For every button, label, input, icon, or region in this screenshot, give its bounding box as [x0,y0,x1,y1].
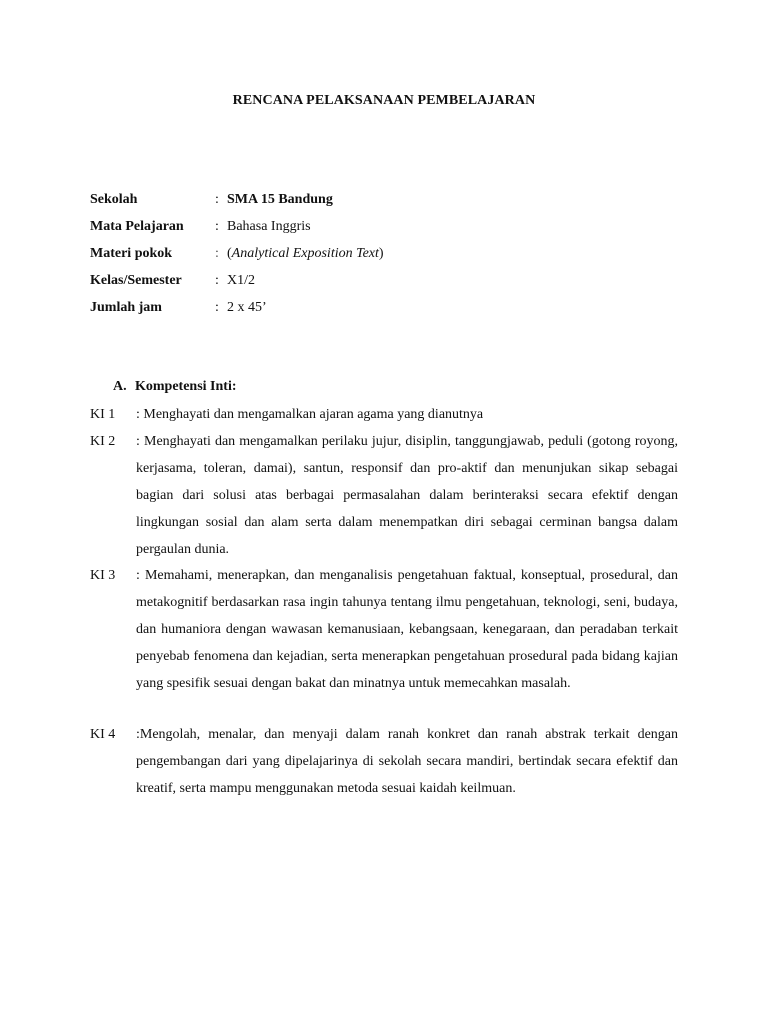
identity-label: Kelas/Semester [90,273,182,288]
ki-code: KI 1 [90,407,116,422]
identity-colon: : [215,192,219,207]
identity-row-kelas-semester [90,272,690,299]
identity-row-sekolah [90,191,690,218]
value-prefix: ( [227,246,232,261]
identity-colon: : [215,300,219,315]
identity-colon: : [215,219,219,234]
ki-item [90,401,678,428]
identity-row-jumlah-jam [90,299,690,326]
ki-text: : Memahami, menerapkan, dan menganalisis pengetahuan faktual, konseptual, prosedural, dan metakognitif berdasarkan rasa ingin tahunya tentang ilmu pengetahuan, teknologi, seni, budaya, dan humaniora dengan wawasan kemanusiaan, kebangsaan, kenegaraan, dan peradaban terkait penyebab fenomena dan kejadian, serta menerapkan pengetahuan prosedural pada bidang kajian yang spesifik sesuai dengan bakat dan minatnya untuk memecahkan masalah. [136,568,678,691]
ki-text: : Menghayati dan mengamalkan perilaku jujur, disiplin, tanggungjawab, peduli (gotong royong, kerjasama, toleran, damai), santun, responsif dan pro-aktif dan menunjukan sikap sebagai bagian dari solusi atas berbagai permasalahan dalam berinteraksi secara efektif dengan lingkungan sosial dan alam serta dalam menempatkan diri sebagai cerminan bangsa dalam pergaulan dunia. [136,434,678,557]
identity-value: SMA 15 Bandung [227,192,333,207]
ki-text: : Menghayati dan mengamalkan ajaran agama yang dianutnya [136,407,484,422]
section-title: Kompetensi Inti: [135,379,237,394]
section-heading [113,378,237,396]
ki-item [90,562,678,697]
identity-value: 2 x 45’ [227,300,267,315]
value-italic: Analytical Exposition Text [231,246,379,261]
document-title: RENCANA PELAKSANAAN PEMBELAJARAN [232,93,536,108]
ki-item [90,721,678,802]
value-suffix: ) [378,246,384,261]
ki-code: KI 2 [90,434,116,449]
identity-colon: : [215,273,219,288]
section-letter: A. [113,379,127,394]
identity-value: X1/2 [227,273,255,288]
identity-label: Mata Pelajaran [90,219,184,234]
identity-colon: : [215,246,219,261]
ki-code: KI 4 [90,727,116,742]
identity-label: Jumlah jam [90,300,162,315]
ki-code: KI 3 [90,568,116,583]
identity-row-mata-pelajaran [90,218,690,245]
identity-label: Materi pokok [90,246,173,261]
identity-label: Sekolah [90,192,138,207]
identity-value [227,245,384,263]
identity-table [90,191,690,326]
identity-value: Bahasa Inggris [227,219,311,234]
ki-text: :Mengolah, menalar, dan menyaji dalam ranah konkret dan ranah abstrak terkait dengan pengembangan dari yang dipelajarinya di sekolah secara mandiri, bertindak secara efektif dan kreatif, serta mampu menggunakan metoda sesuai kaidah keilmuan. [136,727,678,796]
ki-item [90,428,678,563]
identity-row-materi-pokok [90,245,690,272]
